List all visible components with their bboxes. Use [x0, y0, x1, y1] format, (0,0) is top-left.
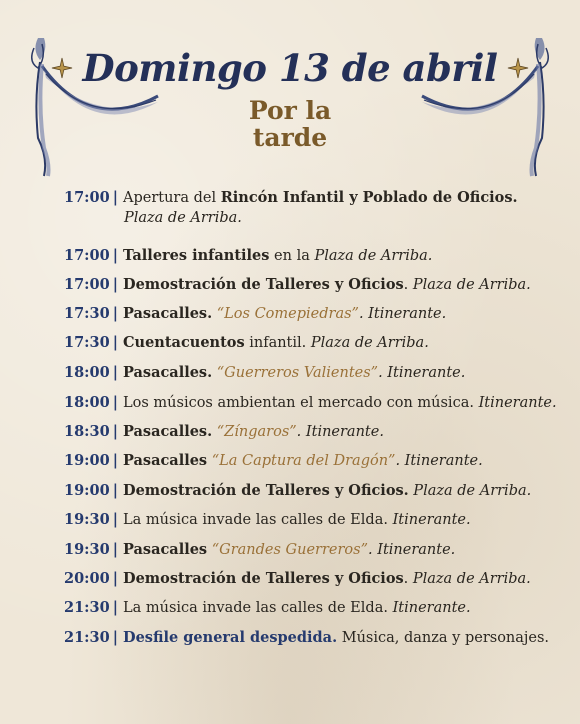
separator: | — [112, 629, 118, 646]
separator: | — [112, 482, 118, 499]
schedule-row — [64, 188, 564, 228]
event-text: . — [403, 571, 413, 587]
schedule-row — [64, 540, 564, 560]
event-highlight: Demostración de Talleres y Oficios — [123, 276, 404, 293]
event-location: . Itinerante. — [368, 542, 456, 558]
subtitle-line-1: Por la — [248, 96, 332, 125]
event-time: 18:30 — [64, 423, 110, 440]
event-text: La música invade las calles de Elda. — [123, 600, 393, 616]
event-time: 20:00 — [64, 570, 110, 587]
event-highlight: Pasacalles. — [123, 305, 213, 322]
separator: | — [112, 570, 118, 587]
event-text: La música invade las calles de Elda. — [123, 512, 393, 528]
star-icon-right — [507, 57, 529, 79]
event-time: 19:00 — [64, 452, 110, 469]
event-time: 18:00 — [64, 364, 110, 381]
subtitle-line-2: tarde — [252, 123, 328, 152]
page-title: Domingo 13 de abril — [82, 46, 498, 90]
separator: | — [112, 247, 118, 264]
schedule-row — [64, 393, 564, 413]
event-time: 17:00 — [64, 247, 110, 264]
event-location: Plaza de Arriba. — [408, 483, 532, 499]
event-text: infantil. — [244, 335, 311, 351]
event-location: Plaza de Arriba. — [310, 335, 429, 351]
event-group-name: “Guerreros Valientes” — [212, 365, 379, 381]
event-group-name: “La Captura del Dragón” — [207, 453, 396, 469]
separator: | — [112, 541, 118, 558]
event-highlight: Pasacalles. — [123, 364, 213, 381]
schedule-row — [64, 304, 564, 324]
event-location: . Itinerante. — [395, 453, 483, 469]
separator: | — [112, 452, 118, 469]
separator: | — [112, 511, 118, 528]
event-location: Plaza de Arriba. — [412, 277, 531, 293]
separator: | — [112, 423, 118, 440]
event-time: 19:30 — [64, 541, 110, 558]
event-location: Plaza de Arriba. — [124, 210, 242, 226]
event-text: Música, danza y personajes. — [337, 630, 550, 646]
schedule-row — [64, 569, 564, 589]
event-highlight: Rincón Infantil y Poblado de Oficios. — [220, 189, 518, 206]
event-highlight: Pasacalles. — [123, 423, 213, 440]
event-time: 19:00 — [64, 482, 110, 499]
event-time: 17:30 — [64, 334, 110, 351]
event-highlight: Pasacalles — [123, 541, 208, 558]
separator: | — [112, 394, 118, 411]
event-location: Plaza de Arriba. — [314, 248, 433, 264]
separator: | — [112, 305, 118, 322]
event-time: 18:00 — [64, 394, 110, 411]
event-group-name: “Zíngaros” — [212, 424, 297, 440]
event-location: Plaza de Arriba. — [412, 571, 531, 587]
event-group-name: “Los Comepiedras” — [212, 306, 359, 322]
schedule-row — [64, 628, 564, 648]
schedule-row — [64, 333, 564, 353]
schedule-row — [64, 363, 564, 383]
event-location: . Itinerante. — [378, 365, 466, 381]
title-row — [0, 38, 580, 98]
header — [0, 0, 580, 170]
event-highlight: Demostración de Talleres y Oficios. — [123, 482, 409, 499]
event-time: 17:00 — [64, 276, 110, 293]
event-highlight: Desfile general despedida. — [123, 629, 338, 646]
event-text: . — [403, 277, 413, 293]
schedule-row — [64, 451, 564, 471]
event-text: en la — [269, 248, 315, 264]
schedule-row — [64, 246, 564, 266]
schedule-row — [64, 598, 564, 618]
separator: | — [112, 334, 118, 351]
event-highlight: Talleres infantiles — [123, 247, 270, 264]
separator: | — [112, 189, 118, 206]
event-highlight: Pasacalles — [123, 452, 208, 469]
schedule-row — [64, 510, 564, 530]
event-time: 19:30 — [64, 511, 110, 528]
event-time: 17:00 — [64, 189, 110, 206]
schedule-row — [64, 275, 564, 295]
event-text: Los músicos ambientan el mercado con música. — [123, 395, 479, 411]
event-time: 21:30 — [64, 599, 110, 616]
event-location: . Itinerante. — [358, 306, 447, 322]
schedule-row — [64, 481, 564, 501]
event-location: . Itinerante. — [296, 424, 384, 440]
event-time: 17:30 — [64, 305, 110, 322]
event-group-name: “Grandes Guerreros” — [207, 542, 369, 558]
separator: | — [112, 599, 118, 616]
separator: | — [112, 276, 118, 293]
schedule-row — [64, 422, 564, 442]
event-highlight: Demostración de Talleres y Oficios — [123, 570, 404, 587]
event-location: Itinerante. — [392, 512, 471, 528]
event-location: Itinerante. — [478, 395, 557, 411]
event-highlight: Cuentacuentos — [123, 334, 245, 351]
event-text: Apertura del — [123, 190, 221, 206]
separator: | — [112, 364, 118, 381]
star-icon-left — [51, 57, 73, 79]
event-location: Itinerante. — [392, 600, 471, 616]
event-time: 21:30 — [64, 629, 110, 646]
